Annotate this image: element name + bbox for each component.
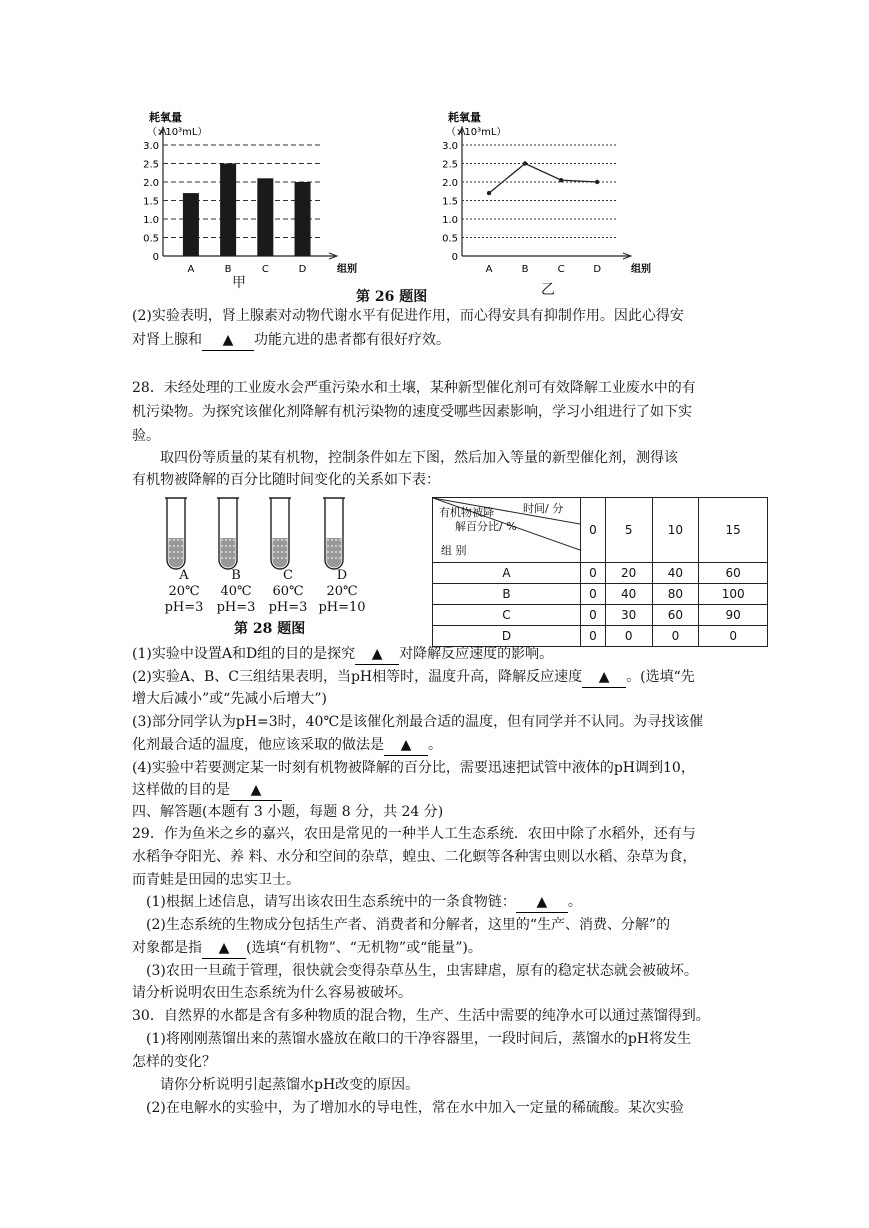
tube-c-ph: pH=3 [268,600,308,615]
q27-2-text-b: 功能亢进的患者都有很好疗效。 [254,332,450,348]
tube-d-name: D [336,568,348,583]
q29-line2: 水稻争夺阳光、养 料、水分和空间的杂草，蝗虫、二化螟等各种害虫则以水稻、杂草为食， [132,849,697,865]
q30-s1-c: 请你分析说明引起蒸馏水pH改变的原因。 [160,1077,420,1093]
y-tick-label: 3.0 [442,141,458,152]
q30-s1-b: 怎样的变化？ [132,1054,216,1070]
answer-blank[interactable]: ▲ [582,667,626,688]
x-tick-label: D [298,264,307,275]
bar [220,164,236,257]
y-tick-label: 1.0 [143,215,159,226]
figure-26-caption: 第 26 题图 [356,289,428,305]
q28-intro-2: 机污染物。为探究该催化剂降解有机污染物的速度受哪些因素影响，学习小组进行了如下实 [132,404,692,420]
value-cell: 0 [605,626,652,647]
x-tick-label: C [557,264,565,275]
degradation-table [432,497,768,647]
tube-liquid [169,538,184,568]
x-tick-label: D [593,264,602,275]
tube-d-label [318,568,366,616]
tube-a-ph: pH=3 [164,600,204,615]
chart-jia-title: 甲 [232,275,246,291]
bar-chart-jia [143,110,357,275]
answer-blank[interactable]: ▲ [355,644,399,665]
q28-s3-c: 。 [428,737,442,753]
figure-28-caption: 第 28 题图 [234,621,306,637]
q29-s2-c: (选填“有机物”、“无机物”或“能量”)。 [246,940,482,956]
q28-s3-b: 化剂最合适的温度，他应该采取的做法是 [132,737,384,753]
x-tick-label: C [261,264,269,275]
q28-s1-a: (1)实验中设置A和D组的目的是探究 [132,646,356,662]
q28-s3 [132,735,442,756]
q30-line1: 30．自然界的水都是含有多种物质的混合物，生产、生活中需要的纯净水可以通过蒸馏得到。 [132,1008,710,1024]
y-tick-label: 0.5 [442,233,458,245]
value-cell: 0 [581,584,606,605]
time-col: 5 [605,498,652,563]
answer-blank[interactable]: ▲ [516,892,568,913]
y-axis-unit: （×10³mL） [446,127,507,138]
table-header-row [433,498,768,563]
x-tick-label: B [224,264,232,275]
value-cell: 40 [605,584,652,605]
value-cell: 90 [699,605,768,626]
hdr-time: 时间/ 分 [523,502,564,515]
bar [257,178,273,256]
tube-liquid [221,538,236,568]
y-axis-title: 耗氧量 [448,111,481,124]
value-cell: 60 [652,605,699,626]
q27-2-line1: (2)实验表明，肾上腺素对动物代谢水平有促进作用，而心得安具有抑制作用。因此心得安 [132,308,684,324]
value-cell: 20 [605,563,652,584]
bar [295,182,311,256]
q28-s2-b: 。(选填“先 [626,669,695,685]
data-point [559,178,563,182]
value-cell: 40 [652,563,699,584]
value-cell: 0 [581,605,606,626]
table-row [433,584,768,605]
q28-s4 [132,780,282,801]
q30-s2-a: (2)在电解水的实验中，为了增加水的导电性，常在水中加入一定量的稀硫酸。某次实验 [146,1100,684,1116]
y-tick-label: 0.5 [143,233,159,245]
tube-d-temp: 20℃ [326,584,358,599]
tube-a-temp: 20℃ [168,584,200,599]
q28-s2-c: 增大后减小”或“先减小后增大”) [132,691,327,707]
y-tick-label: 3.0 [143,141,159,152]
q28-s2-a: (2)实验A、B、C三组结果表明，当pH相等时，温度升高，降解反应速度 [132,669,583,685]
q29-s3-a: (3)农田一旦疏于管理，很快就会变得杂草丛生，虫害肆虐，原有的稳定状态就会被破坏。 [146,963,698,979]
tube-a-label [164,568,204,616]
y-tick-label: 2.0 [143,178,159,189]
group-cell: C [433,605,581,626]
answer-blank[interactable]: ▲ [202,938,246,959]
q30-s1-a: (1)将刚刚蒸馏出来的蒸馏水盛放在敞口的干净容器里，一段时间后，蒸馏水的pH将发生 [146,1031,691,1047]
answer-blank[interactable]: ▲ [202,330,254,351]
time-col: 0 [581,498,606,563]
hdr-pct-2: 解百分比/ % [455,520,517,533]
value-cell: 80 [652,584,699,605]
group-cell: B [433,584,581,605]
value-cell: 30 [605,605,652,626]
table-row [433,563,768,584]
tube-b-name: B [231,568,241,583]
value-cell: 0 [652,626,699,647]
x-tick-label: A [187,264,195,275]
q28-s4-a: (4)实验中若要测定某一时刻有机物被降解的百分比，需要迅速把试管中液体的pH调到10， [132,760,695,776]
time-col: 15 [699,498,768,563]
q28-intro-5: 有机物被降解的百分比随时间变化的关系如下表： [132,472,440,488]
tube-liquid [273,538,288,567]
hdr-pct-1: 有机物被降 [439,506,494,519]
tube-b-ph: pH=3 [216,600,256,615]
q28-intro-1: 28．未经处理的工业废水会严重污染水和土壤，某种新型催化剂可有效降解工业废水中的有 [132,380,696,396]
tube-b-temp: 40℃ [220,584,252,599]
y-tick-label: 1.0 [442,215,458,226]
answer-blank[interactable]: ▲ [230,780,282,801]
q29-s2-a: (2)生态系统的生物成分包括生产者、消费者和分解者，这里的“生产、消费、分解”的 [146,917,671,933]
y-tick-label: 2.0 [442,178,458,189]
tube-c-temp: 60℃ [272,584,304,599]
y-tick-label: 2.5 [143,159,159,171]
x-tick-label: B [521,264,529,275]
tube-a-name: A [179,568,189,583]
y-tick-label: 2.5 [442,159,458,171]
series-line [489,164,597,194]
bar [183,193,199,256]
line-chart-yi [442,110,651,275]
q29-s1-b: 。 [567,894,582,910]
figure-26 [0,0,869,300]
q29-s1 [146,892,582,913]
table-diagonal-header [433,498,581,563]
y-axis-title: 耗氧量 [149,111,182,124]
section-4-heading: 四、解答题(本题有 3 小题，每题 8 分，共 24 分) [132,804,444,820]
q28-s3-a: (3)部分同学认为pH=3时，40℃是该催化剂最合适的温度，但有同学并不认同。为寻找该催 [132,714,704,730]
value-cell: 60 [699,563,768,584]
answer-blank[interactable]: ▲ [384,735,428,756]
tube-c-label [268,568,308,616]
x-tick-label: A [485,264,493,275]
q28-s1-b: 对降解反应速度的影响。 [399,646,554,662]
chart-yi-title: 乙 [541,282,555,298]
tube-b-label [216,568,256,616]
q28-s2 [132,667,695,688]
data-point [487,191,491,195]
y-tick-label: 0 [451,252,458,263]
y-tick-label: 1.5 [143,196,159,208]
data-point [595,180,599,184]
y-tick-label: 1.5 [442,196,458,208]
time-col: 10 [652,498,699,563]
value-cell: 0 [581,563,606,584]
data-point [523,161,527,165]
q29-line3: 而青蛙是田园的忠实卫士。 [132,872,300,888]
x-axis-title: 组别 [337,264,357,275]
q28-intro-4: 取四份等质量的某有机物，控制条件如左下图，然后加入等量的新型催化剂，测得该 [160,450,678,466]
value-cell: 0 [699,626,768,647]
q29-s2 [132,938,482,959]
table-row [433,605,768,626]
q29-s3-b: 请分析说明农田生态系统为什么容易被破坏。 [132,985,412,1001]
group-cell: A [433,563,581,584]
q29-s1-a: (1)根据上述信息，请写出该农田生态系统中的一条食物链： [146,894,516,910]
value-cell: 100 [699,584,768,605]
q27-2-line2 [132,330,450,351]
group-cell: D [433,626,581,647]
q29-s2-b: 对象都是指 [132,940,202,956]
q28-s4-b: 这样做的目的是 [132,782,230,798]
y-axis-unit: （×10³mL） [147,127,208,138]
q28-s1 [132,644,553,665]
x-axis-title: 组别 [631,264,651,275]
q28-intro-3: 验。 [132,428,160,444]
tube-liquid [327,538,342,568]
value-cell: 0 [581,626,606,647]
tube-c-name: C [283,568,293,583]
tube-d-ph: pH=10 [318,600,366,615]
y-tick-label: 0 [152,252,159,263]
q29-line1: 29．作为鱼米之乡的嘉兴，农田是常见的一种半人工生态系统．农田中除了水稻外，还有与 [132,826,696,842]
q27-2-text-a: 对肾上腺和 [132,332,202,348]
hdr-group: 组 别 [441,544,467,557]
